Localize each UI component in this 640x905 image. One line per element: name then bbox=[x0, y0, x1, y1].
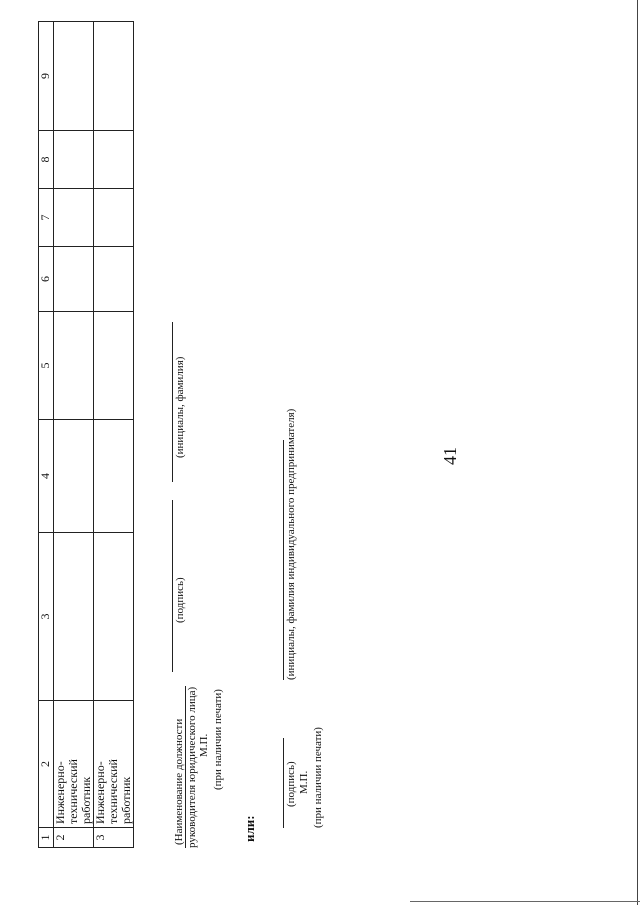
ie-stamp-note: (при наличии печати) bbox=[312, 727, 324, 828]
row-number: 3 bbox=[94, 828, 134, 848]
empty-cell bbox=[94, 247, 134, 312]
empty-cell bbox=[94, 420, 134, 533]
empty-cell bbox=[54, 312, 94, 420]
signature-caption: (подпись) bbox=[174, 577, 186, 623]
initials-line bbox=[172, 322, 173, 482]
staff-table bbox=[38, 21, 134, 848]
empty-cell bbox=[94, 189, 134, 247]
row-name-cell bbox=[54, 701, 94, 828]
row-name-cell bbox=[94, 701, 134, 828]
row-name-line1: Инженерно-технический bbox=[53, 759, 80, 824]
header-cell: 5 bbox=[39, 312, 54, 420]
header-cell: 4 bbox=[39, 420, 54, 533]
header-cell: 2 bbox=[39, 701, 54, 828]
header-cell: 3 bbox=[39, 533, 54, 701]
page-number: 41 bbox=[440, 447, 460, 465]
table-row bbox=[94, 22, 134, 848]
row-name-line1: Инженерно-технический bbox=[93, 759, 120, 824]
empty-cell bbox=[54, 247, 94, 312]
ie-signature-line bbox=[283, 738, 284, 828]
empty-cell bbox=[94, 131, 134, 189]
initials-caption: (инициалы, фамилия) bbox=[174, 356, 186, 458]
empty-cell bbox=[54, 131, 94, 189]
row-name-line2: работник bbox=[79, 776, 93, 824]
row-name-line2: работник bbox=[119, 776, 133, 824]
position-caption-line1: (Наименование должности bbox=[173, 718, 185, 845]
stamp-label: М.П. bbox=[198, 733, 210, 757]
header-cell: 1 bbox=[39, 828, 54, 848]
or-label: или: bbox=[242, 815, 257, 842]
empty-cell bbox=[54, 189, 94, 247]
stamp-note: (при наличии печати) bbox=[212, 689, 224, 790]
empty-cell bbox=[54, 22, 94, 131]
header-cell: 8 bbox=[39, 131, 54, 189]
ie-initials-line bbox=[283, 440, 284, 680]
header-cell: 6 bbox=[39, 247, 54, 312]
table-row bbox=[54, 22, 94, 848]
ie-stamp-label: М.П. bbox=[298, 770, 310, 794]
empty-cell bbox=[94, 22, 134, 131]
signature-line bbox=[172, 500, 173, 672]
empty-cell bbox=[94, 312, 134, 420]
ie-initials-caption: (инициалы, фамилия индивидуального предпринимателя) bbox=[285, 408, 297, 680]
table-header-row bbox=[39, 22, 54, 848]
position-caption-line2: руководителя юридического лица) bbox=[186, 686, 198, 848]
header-cell: 9 bbox=[39, 22, 54, 131]
header-cell: 7 bbox=[39, 189, 54, 247]
ie-signature-caption: (подпись) bbox=[285, 761, 297, 807]
empty-cell bbox=[54, 533, 94, 701]
empty-cell bbox=[54, 420, 94, 533]
row-number: 2 bbox=[54, 828, 94, 848]
empty-cell bbox=[94, 533, 134, 701]
